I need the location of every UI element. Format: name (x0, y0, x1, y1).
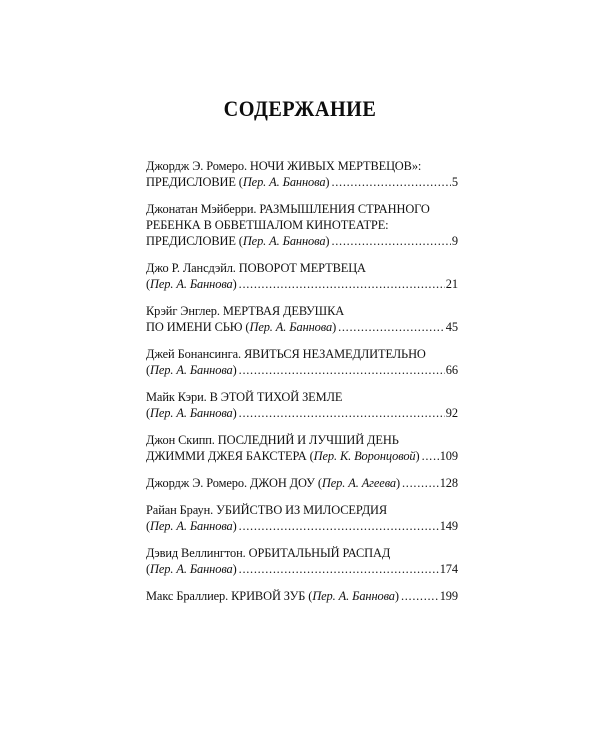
toc-entry-translator: Пер. А. Баннова (150, 363, 233, 377)
toc-entry-translator: Пер. А. Баннова (150, 519, 233, 533)
toc-entry-text: Джордж Э. Ромеро. ДЖОН ДОУ ( (146, 476, 322, 490)
toc-entry-last-line (146, 518, 458, 534)
dot-leader (237, 518, 439, 534)
toc-entry-last-line (146, 405, 458, 421)
toc-entry-page-number: 199 (439, 589, 458, 603)
toc-entry-text-end: ) (232, 519, 237, 533)
toc-entry-text: ( (146, 406, 151, 420)
toc-entry-translator: Пер. А. Баннова (150, 406, 233, 420)
toc-entry-line: Джей Бонансинга. ЯВИТЬСЯ НЕЗАМЕДЛИТЕЛЬНО (146, 347, 426, 361)
dot-leader (237, 362, 445, 378)
toc-entry-line: Дэвид Веллингтон. ОРБИТАЛЬНЫЙ РАСПАД (146, 546, 391, 560)
dot-leader (237, 276, 445, 292)
toc-entry-line: Джон Скипп. ПОСЛЕДНИЙ И ЛУЧШИЙ ДЕНЬ (146, 433, 399, 447)
dot-leader (336, 319, 445, 335)
toc-entry-translator: Пер. А. Баннова (242, 234, 326, 248)
toc-entry (146, 303, 458, 335)
toc-entry (146, 158, 458, 190)
toc-entry-line: Крэйг Энглер. МЕРТВАЯ ДЕВУШКА (146, 304, 345, 318)
dot-leader (237, 405, 445, 421)
toc-entry (146, 201, 458, 249)
toc-entry-translator: Пер. А. Баннова (150, 562, 233, 576)
toc-entry-page-number: 5 (451, 175, 458, 189)
toc-entry-last-line (146, 174, 458, 190)
toc-entry-page-number: 9 (451, 234, 458, 248)
toc-entry-translator: Пер. К. Воронцовой (313, 449, 416, 463)
toc-entry-last-line (146, 561, 458, 577)
toc-entry-last-line (146, 233, 458, 249)
toc-entry-text-end: ) (325, 175, 330, 189)
toc-entry-text-end: ) (394, 589, 399, 603)
toc-entry-text: ПРЕДИСЛОВИЕ ( (146, 175, 243, 189)
toc-entry-text: ( (146, 562, 151, 576)
toc-entry-last-line (146, 448, 458, 464)
toc-entry (146, 260, 458, 292)
toc-entry (146, 588, 458, 604)
toc-entry-page-number: 174 (439, 562, 458, 576)
toc-entry-text: Макс Браллиер. КРИВОЙ ЗУБ ( (146, 589, 313, 603)
toc-entry-text-end: ) (332, 320, 337, 334)
toc-entry-translator: Пер. А. Баннова (249, 320, 333, 334)
toc-entry-text: ПРЕДИСЛОВИЕ ( (146, 234, 243, 248)
dot-leader (329, 233, 450, 249)
toc-entry-line: Джо Р. Лансдэйл. ПОВОРОТ МЕРТВЕЦА (146, 261, 366, 275)
toc-entry-line: Райан Браун. УБИЙСТВО ИЗ МИЛОСЕРДИЯ (146, 503, 388, 517)
toc-entry-page-number: 149 (439, 519, 458, 533)
toc-entry-page-number: 128 (439, 476, 458, 490)
toc-entry-page-number: 92 (445, 406, 458, 420)
toc-entry-last-line (146, 319, 458, 335)
toc-entry-text-end: ) (415, 449, 420, 463)
toc-entry-text-end: ) (232, 562, 237, 576)
toc-entry-text-end: ) (232, 363, 237, 377)
toc-entry-text-end: ) (232, 277, 237, 291)
toc-entry-text: ДЖИММИ ДЖЕЯ БАКСТЕРА ( (146, 449, 314, 463)
toc-entry (146, 346, 458, 378)
toc-entry (146, 432, 458, 464)
toc-entry-text: ПО ИМЕНИ СЬЮ ( (146, 320, 250, 334)
toc-entry-line: Джордж Э. Ромеро. НОЧИ ЖИВЫХ МЕРТВЕЦОВ»: (146, 159, 422, 173)
toc-entry-text: ( (146, 519, 151, 533)
toc-entry-translator: Пер. А. Баннова (150, 277, 233, 291)
toc-entry-page-number: 66 (445, 363, 458, 377)
toc-entry-text-end: ) (395, 476, 401, 490)
toc-entry-translator: Пер. А. Агеева (321, 476, 396, 490)
toc-entry-translator: Пер. А. Баннова (312, 589, 395, 603)
toc-entry-line: Майк Кэри. В ЭТОЙ ТИХОЙ ЗЕМЛЕ (146, 390, 343, 404)
toc-entry-translator: Пер. А. Баннова (242, 175, 326, 189)
toc-entry-last-line (146, 475, 458, 491)
toc-entry-line: РЕБЕНКА В ОБВЕТШАЛОМ КИНОТЕАТРЕ: (146, 218, 389, 232)
toc-entry-line: Джонатан Мэйберри. РАЗМЫШЛЕНИЯ СТРАННОГО (146, 202, 430, 216)
toc-entry-text: ( (146, 277, 151, 291)
toc-entry-last-line (146, 276, 458, 292)
toc-entry-last-line (146, 588, 458, 604)
toc-entry-text-end: ) (232, 406, 237, 420)
dot-leader (237, 561, 439, 577)
toc-entry-page-number: 45 (445, 320, 458, 334)
dot-leader (399, 588, 439, 604)
toc-entry-page-number: 109 (439, 449, 458, 463)
toc-entry (146, 475, 458, 491)
page-title: СОДЕРЖАНИЕ (223, 96, 377, 121)
dot-leader (420, 448, 439, 464)
toc-entry-last-line (146, 362, 458, 378)
toc-entry (146, 389, 458, 421)
toc-entry-text: ( (146, 363, 151, 377)
toc-entry (146, 545, 458, 577)
dot-leader (400, 475, 439, 491)
toc-entry-text-end: ) (325, 234, 330, 248)
dot-leader (329, 174, 450, 190)
toc-entry (146, 502, 458, 534)
table-of-contents (146, 158, 458, 615)
toc-entry-page-number: 21 (445, 277, 458, 291)
